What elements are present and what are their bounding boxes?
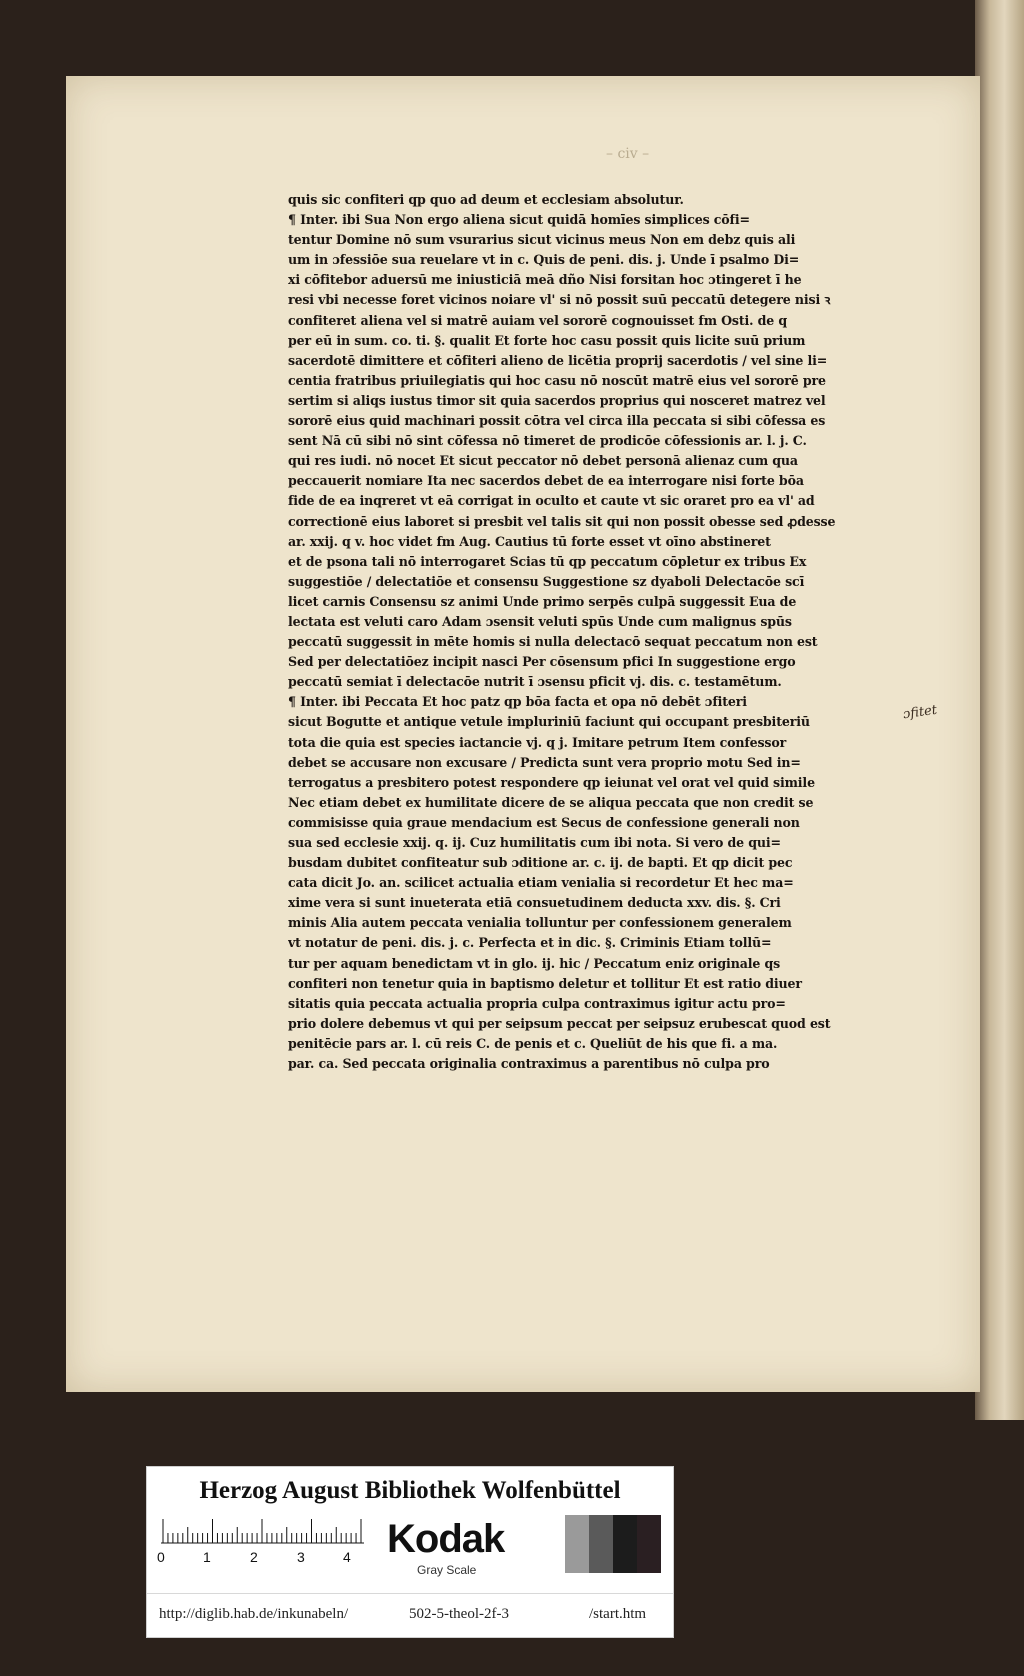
library-card: [146, 1466, 674, 1638]
text-line: um in ɔfessiōe sua reuelare vt in c. Quis de peni. dis. j. Unde ī psalmo Di=: [288, 252, 800, 268]
ruler-number: 4: [343, 1549, 351, 1565]
text-line: ¶ Inter. ibi Sua Non ergo aliena sicut quidā homīes simplices cōfi=: [288, 212, 750, 228]
text-line: xi cōfitebor aduersū me iniusticiā meā dño Nisi forsitan hoc ɔtingeret ī he: [288, 272, 802, 288]
text-line: par. ca. Sed peccata originalia contraximus a parentibus nō culpa pro: [288, 1056, 770, 1072]
start-link[interactable]: /start.htm: [589, 1606, 647, 1622]
text-line: xime vera si sunt inueterata etiā consuetudinem deducta xxv. dis. §. Cri: [288, 895, 781, 911]
gray-scale-label: Gray Scale: [417, 1563, 477, 1577]
text-line: debet se accusare non excusare / Predicta sunt vera proprio motu Sed in=: [288, 754, 801, 770]
text-line: sertim si aliqs iustus timor sit quia sacerdos proprius qui nosceret matrez vel: [288, 392, 826, 408]
text-line: commisisse quia graue mendacium est Secus de confessione generali non: [288, 814, 800, 830]
card-title: Herzog August Bibliothek Wolfenbüttel: [199, 1477, 621, 1504]
text-line: sacerdotē dimittere et cōfiteri alieno de licētia proprij sacerdotis / vel sine li=: [288, 352, 828, 368]
text-line: peccatū semiat ī delectacōe nutrit ī ɔsensu pficit vj. dis. c. testamētum.: [288, 674, 782, 690]
text-line: sent Nā cū sibi nō sint cōfessa nō timeret de prodicōe cōfessionis ar. l. j. C.: [288, 433, 807, 449]
text-line: sororē eius quid machinari possit cōtra vel circa illa peccata si sibi cōfessa es: [288, 413, 826, 429]
ruler-number: 3: [297, 1549, 305, 1565]
text-line: qui res iudi. nō nocet Et sicut peccator nō debet personā alienaz cum qua: [288, 453, 798, 469]
text-line: tur per aquam benedictam vt in glo. ij. hic / Peccatum eniz originale qs: [288, 955, 781, 971]
text-line: suggestiōe / delectatiōe et consensu Suggestione sz dyaboli Delectacōe scī: [288, 573, 805, 589]
ruler-icon: [159, 1513, 369, 1569]
text-line: per eū in sum. co. ti. §. qualit Et forte hoc casu possit quis licite suū prium: [288, 332, 806, 348]
ruler-number: 0: [157, 1549, 165, 1565]
card-footer: [147, 1593, 673, 1638]
shelfmark: 502-5-theol-2f-3: [409, 1606, 509, 1622]
text-line: Sed per delectatiōez incipit nasci Per cōsensum pfici In suggestione ergo: [288, 654, 796, 670]
text-line: centia fratribus priuilegiatis qui hoc casu nō noscūt matrē eius vel sororē pre: [288, 372, 826, 388]
text-line: penitēcie pars ar. l. cū reis C. de penis et c. Queliūt de his que fi. a ma.: [288, 1035, 778, 1051]
margin-note: ɔfitet: [902, 702, 938, 723]
digital-library-url[interactable]: http://diglib.hab.de/inkunabeln/: [159, 1606, 349, 1622]
text-line: terrogatus a presbitero potest respondere qp ieiunat vel orat vel quid simile: [288, 774, 815, 790]
ruler-number: 1: [203, 1549, 211, 1565]
text-line: ¶ Inter. ibi Peccata Et hoc patz qp bōa facta et opa nō debēt ɔfiteri: [288, 694, 747, 710]
text-line: confiteri non tenetur quia in baptismo deletur et tollitur Et est ratio diuer: [288, 975, 802, 991]
text-line: fide de ea inqreret vt eā corrigat in oculto et caute vt sic oraret pro ea vl' ad: [288, 493, 815, 509]
kodak-logo: Kodak: [387, 1517, 505, 1561]
text-line: sua sed ecclesie xxij. q. ij. Cuz humilitatis cum ibi nota. Si vero de qui=: [288, 835, 781, 850]
text-line: lectata est veluti caro Adam ɔsensit veluti spūs Unde cum malignus spūs: [288, 613, 792, 629]
text-line: resi vbi necesse foret vicinos noiare vl' si nō possit suū peccatū detegere nisi ꝛ: [288, 292, 831, 308]
text-line: peccauerit nomiare Ita nec sacerdos debet de ea interrogare nisi forte bōa: [288, 473, 804, 489]
text-line: confiteret aliena vel si matrē auiam vel sororē cognouisset fm Osti. de q: [288, 312, 788, 328]
text-line: cata dicit Jo. an. scilicet actualia etiam venialia si recordetur Et hec ma=: [288, 875, 794, 891]
text-line: tota die quia est species iactancie vj. q j. Imitare petrum Item confessor: [288, 734, 787, 750]
gray-swatch: [589, 1515, 613, 1573]
text-line: ar. xxij. q v. hoc videt fm Aug. Cautius tū forte esset vt oīno abstineret: [288, 533, 771, 549]
text-line: peccatū suggessit in mēte homis si nulla delectacō sequat peccatum non est: [288, 634, 818, 650]
text-line: sicut Bogutte et antique vetule impluriniū faciunt qui occupant presbiteriū: [288, 714, 810, 730]
text-line: Nec etiam debet ex humilitate dicere de se aliqua peccata que non credit se: [288, 794, 814, 810]
text-line: licet carnis Consensu sz animi Unde primo serpēs culpā suggessit Eua de: [288, 593, 797, 609]
text-line: sitatis quia peccata actualia propria culpa contraximus igitur actu pro=: [288, 995, 786, 1011]
text-line: quis sic confiteri qp quo ad deum et ecclesiam absolutur.: [288, 192, 684, 207]
text-line: prio dolere debemus vt qui per seipsum peccat per seipsuz erubescat quod est: [288, 1015, 831, 1031]
gray-swatch: [637, 1515, 661, 1573]
text-line: vt notatur de peni. dis. j. c. Perfecta et in dic. §. Criminis Etiam tollū=: [288, 935, 772, 951]
gray-swatch: [613, 1515, 637, 1573]
book-edge: [975, 0, 1024, 1420]
book-page: [66, 76, 980, 1392]
text-line: busdam dubitet confiteatur sub ɔditione ar. c. ij. de bapti. Et qp dicit pec: [288, 855, 793, 871]
text-line: minis Alia autem peccata venialia tolluntur per confessionem generalem: [288, 915, 792, 931]
text-line: correctionē eius laboret si presbit vel talis sit qui non possit obesse sed ꝓdesse: [288, 513, 836, 529]
text-line: tentur Domine nō sum vsurarius sicut vicinus meus Non em debz quis ali: [288, 232, 796, 248]
text-line: et de psona tali nō interrogaret Scias tū qp peccatum cōpletur ex tribus Ex: [288, 553, 807, 569]
gray-swatch: [565, 1515, 589, 1573]
gray-scale-swatches: [565, 1515, 661, 1573]
ruler-number: 2: [250, 1549, 258, 1565]
page-header: – civ –: [606, 146, 650, 162]
text-block: [288, 190, 968, 1074]
